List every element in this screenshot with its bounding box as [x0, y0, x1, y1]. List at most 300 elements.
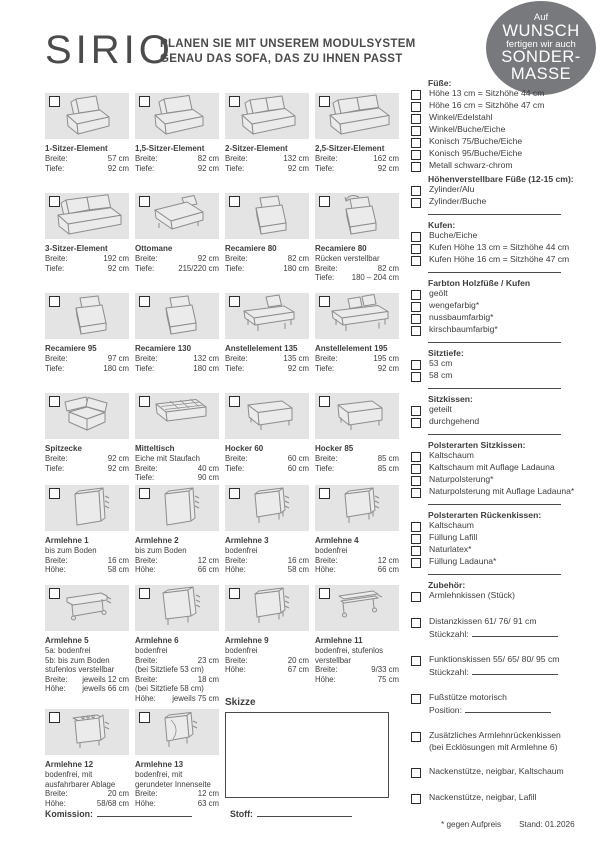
- option-row: [411, 359, 597, 370]
- product-cell: [225, 485, 309, 575]
- option-label: Buche/Eiche: [429, 230, 478, 240]
- option-checkbox[interactable]: [411, 256, 421, 266]
- option-checkbox[interactable]: [411, 150, 421, 160]
- option-row: [411, 149, 597, 160]
- spec-value: 66 cm: [197, 565, 219, 574]
- product-spec-row: [45, 799, 129, 809]
- option-section-header: Sitztiefe:: [428, 348, 464, 358]
- option-row: [411, 231, 597, 242]
- product-checkbox[interactable]: [229, 296, 240, 307]
- spec-value: 16 cm: [107, 555, 129, 565]
- option-checkbox[interactable]: [411, 592, 421, 602]
- option-label: Metall schwarz-chrom: [429, 160, 513, 170]
- option-checkbox[interactable]: [411, 162, 421, 172]
- product-checkbox[interactable]: [229, 96, 240, 107]
- product-cell: [315, 193, 399, 283]
- product-thumbnail: [135, 585, 219, 631]
- product-cell: [45, 193, 129, 273]
- product-checkbox[interactable]: [49, 96, 60, 107]
- option-row: [411, 197, 597, 208]
- fill-in-field: [429, 705, 551, 716]
- product-checkbox[interactable]: [139, 588, 150, 599]
- section-divider: [428, 214, 561, 215]
- product-thumbnail: [225, 393, 309, 439]
- option-row: [411, 533, 597, 544]
- product-name: Spitzecke: [45, 444, 82, 453]
- product-spec-row: [45, 254, 129, 264]
- spec-label: Höhe:: [315, 565, 336, 574]
- product-name: 2,5-Sitzer-Element: [315, 144, 385, 153]
- option-checkbox[interactable]: [411, 138, 421, 148]
- product-checkbox[interactable]: [49, 296, 60, 307]
- product-checkbox[interactable]: [139, 196, 150, 207]
- spec-value: 92 cm: [287, 163, 309, 173]
- option-row: [411, 557, 597, 568]
- product-name: 2-Sitzer-Element: [225, 144, 288, 153]
- product-description: gerundeter Innenseite: [135, 779, 211, 789]
- fill-in-line[interactable]: [465, 705, 551, 713]
- product-checkbox[interactable]: [319, 96, 330, 107]
- product-checkbox[interactable]: [139, 396, 150, 407]
- spec-value: 180 cm: [283, 263, 309, 273]
- fill-in-field: [429, 629, 558, 640]
- spec-label: Tiefe:: [135, 263, 155, 273]
- product-spec-row: [45, 164, 129, 174]
- spec-label: Breite:: [45, 674, 68, 684]
- option-checkbox[interactable]: [411, 476, 421, 486]
- option-checkbox[interactable]: [411, 558, 421, 568]
- product-checkbox[interactable]: [319, 396, 330, 407]
- option-label: Winkel/Buche/Eiche: [429, 124, 506, 134]
- product-cell: [225, 585, 309, 675]
- option-row: [411, 289, 597, 300]
- product-name: Ottomane: [135, 244, 173, 253]
- option-body: [429, 731, 561, 752]
- option-label: Füllung Lafill: [429, 532, 478, 542]
- product-checkbox[interactable]: [49, 396, 60, 407]
- stoff-input-line[interactable]: [257, 808, 352, 817]
- option-body: [429, 767, 564, 777]
- product-thumbnail: [135, 709, 219, 755]
- spec-label: Breite:: [135, 674, 158, 684]
- option-row: [411, 463, 597, 474]
- option-body: [429, 451, 474, 461]
- spec-value: 82 cm: [377, 263, 399, 273]
- fill-in-line[interactable]: [472, 629, 558, 637]
- product-spec-row: [135, 264, 219, 274]
- option-label: Nackenstütze, neigbar, Lafill: [429, 792, 537, 803]
- product-spec-row: [315, 273, 399, 283]
- product-spec-row: [45, 364, 129, 374]
- spec-value: jeweils 66 cm: [82, 684, 129, 693]
- product-checkbox[interactable]: [229, 396, 240, 407]
- product-checkbox[interactable]: [139, 488, 150, 499]
- fill-in-field: [429, 667, 559, 678]
- spec-label: Breite:: [225, 154, 248, 163]
- spec-label: Breite:: [45, 354, 68, 363]
- option-checkbox[interactable]: [411, 768, 421, 778]
- spacer: [411, 603, 597, 616]
- product-spec-row: [135, 556, 219, 566]
- spec-value: 92 cm: [377, 363, 399, 373]
- skizze-box[interactable]: [225, 712, 389, 798]
- product-thumbnail: [45, 709, 129, 755]
- option-row: [411, 313, 597, 324]
- product-cell: [315, 485, 399, 575]
- option-checkbox[interactable]: [411, 314, 421, 324]
- spec-label: Höhe:: [135, 693, 156, 703]
- spec-value: 67 cm: [287, 665, 309, 674]
- spec-value: 82 cm: [197, 154, 219, 163]
- product-name: Recamiere 80: [225, 244, 277, 253]
- product-thumbnail: [315, 485, 399, 531]
- option-body: [429, 557, 496, 567]
- badge-line: Auf: [533, 12, 549, 24]
- spec-value: 92 cm: [377, 163, 399, 173]
- spec-value: 20 cm: [287, 655, 309, 665]
- product-spec-row: [225, 254, 309, 264]
- option-label: geölt: [429, 288, 448, 298]
- option-checkbox[interactable]: [411, 232, 421, 242]
- product-spec-row: [45, 565, 129, 575]
- option-checkbox[interactable]: [411, 102, 421, 112]
- spec-label: Höhe:: [225, 665, 246, 674]
- tagline-line2: GENAU DAS SOFA, DAS ZU IHNEN PASST: [160, 53, 403, 65]
- section-divider: [428, 434, 561, 435]
- option-body: [429, 371, 452, 381]
- product-name: 1,5-Sitzer-Element: [135, 144, 205, 153]
- section-divider: [428, 504, 561, 505]
- product-spec-row: [225, 464, 309, 474]
- product-spec-row: [45, 684, 129, 694]
- product-checkbox[interactable]: [49, 712, 60, 723]
- spec-value: 20 cm: [107, 789, 129, 798]
- spec-label: Breite:: [225, 555, 248, 565]
- product-spec-row: [225, 364, 309, 374]
- product-spec-row: [225, 264, 309, 274]
- option-body: [429, 655, 559, 678]
- option-checkbox[interactable]: [411, 732, 421, 742]
- product-checkbox[interactable]: [229, 196, 240, 207]
- option-label: Funktionskissen 55/ 65/ 80/ 95 cm: [429, 654, 560, 665]
- option-section-header: Kufen:: [428, 220, 456, 230]
- product-description: bodenfrei: [315, 546, 348, 555]
- option-row: [411, 89, 597, 100]
- option-section-header: Polsterarten Rückenkissen:: [428, 510, 542, 520]
- spec-value: 85 cm: [377, 463, 399, 473]
- option-row: [411, 545, 597, 556]
- option-label: Kaltschaum: [429, 450, 474, 460]
- option-body: [429, 137, 522, 147]
- spec-value: 12 cm: [197, 789, 219, 798]
- product-name: Armlehne 4: [315, 536, 359, 545]
- spec-label: Breite:: [135, 463, 158, 473]
- product-spec-row: [315, 364, 399, 374]
- product-description: stufenlos verstellbar: [45, 665, 115, 674]
- spec-value: 66 cm: [377, 565, 399, 574]
- option-checkbox[interactable]: [411, 618, 421, 628]
- badge-line: WUNSCH: [502, 21, 580, 40]
- option-label: wengefarbig*: [429, 300, 480, 310]
- option-row: [411, 591, 597, 602]
- product-checkbox[interactable]: [49, 196, 60, 207]
- option-checkbox[interactable]: [411, 290, 421, 300]
- spec-value: 92 cm: [107, 163, 129, 173]
- option-body: [429, 161, 513, 171]
- product-cell: [45, 393, 129, 473]
- spec-value: 92 cm: [197, 254, 219, 263]
- option-row: [411, 185, 597, 196]
- product-thumbnail: [45, 93, 129, 139]
- product-description: verstellbar: [315, 655, 351, 665]
- option-label: Höhe 13 cm = Sitzhöhe 44 cm: [429, 88, 545, 98]
- spec-label: Tiefe:: [225, 263, 245, 273]
- spec-label: Tiefe:: [45, 463, 65, 473]
- option-section-header: Farbton Holzfüße / Kufen: [428, 278, 531, 288]
- option-checkbox[interactable]: [411, 522, 421, 532]
- fill-in-label: Stückzahl:: [429, 667, 469, 678]
- option-checkbox[interactable]: [411, 360, 421, 370]
- product-spec-row: [45, 154, 129, 164]
- product-spec-row: [225, 565, 309, 575]
- product-spec-row: [135, 799, 219, 809]
- option-label: Naturpolsterung*: [429, 474, 494, 484]
- option-checkbox[interactable]: [411, 452, 421, 462]
- spec-value: 92 cm: [107, 463, 129, 473]
- version-date: Stand: 01.2026: [519, 820, 575, 830]
- option-label: Zylinder/Alu: [429, 184, 475, 194]
- product-checkbox[interactable]: [49, 488, 60, 499]
- option-label: 58 cm: [429, 370, 453, 380]
- product-spec-row: [45, 789, 129, 799]
- spec-value: 135 cm: [283, 354, 309, 363]
- product-cell: [135, 585, 219, 703]
- spec-value: jeweils 12 cm: [82, 674, 129, 684]
- fill-in-label: Stückzahl:: [429, 629, 469, 640]
- option-checkbox[interactable]: [411, 114, 421, 124]
- section-divider: [428, 574, 561, 575]
- spec-value: 92 cm: [287, 363, 309, 373]
- spec-label: Breite:: [315, 154, 338, 163]
- product-spec-row: [225, 154, 309, 164]
- spec-label: Breite:: [135, 254, 158, 263]
- option-label: Zylinder/Buche: [429, 196, 487, 206]
- options-panel: [411, 76, 597, 829]
- product-description: bis zum Boden: [45, 546, 97, 555]
- product-spec-row: [135, 154, 219, 164]
- product-cell: [45, 485, 129, 575]
- option-body: [429, 197, 486, 207]
- option-label: Kufen Höhe 16 cm = Sitzhöhe 47 cm: [429, 254, 570, 264]
- product-spec-row: [45, 264, 129, 274]
- product-name: Hocker 85: [315, 444, 354, 453]
- option-checkbox[interactable]: [411, 326, 421, 336]
- option-checkbox[interactable]: [411, 90, 421, 100]
- option-row: [411, 521, 597, 532]
- badge-line: SONDER-: [501, 48, 581, 67]
- spacer: [411, 641, 597, 654]
- option-label: Armlehnkissen (Stück): [429, 590, 515, 600]
- skizze-title: Skizze: [225, 697, 256, 708]
- tagline: [160, 37, 416, 67]
- option-row: [411, 617, 597, 640]
- product-checkbox[interactable]: [139, 96, 150, 107]
- spec-value: 40 cm: [197, 463, 219, 473]
- product-checkbox[interactable]: [229, 588, 240, 599]
- product-cell: [45, 293, 129, 373]
- spec-label: Breite:: [135, 789, 158, 798]
- option-checkbox[interactable]: [411, 464, 421, 474]
- product-checkbox[interactable]: [319, 196, 330, 207]
- product-spec-row: [225, 164, 309, 174]
- product-name: Armlehne 2: [135, 536, 179, 545]
- spec-value: 75 cm: [377, 674, 399, 684]
- spec-label: Tiefe:: [45, 163, 65, 173]
- product-checkbox[interactable]: [139, 296, 150, 307]
- option-body: [429, 617, 558, 640]
- product-spec-row: [315, 454, 399, 464]
- option-checkbox[interactable]: [411, 546, 421, 556]
- option-checkbox[interactable]: [411, 302, 421, 312]
- option-label: Konisch 95/Buche/Eiche: [429, 148, 523, 158]
- product-cell: [135, 193, 219, 273]
- spec-label: Breite:: [135, 655, 158, 665]
- option-body: [429, 243, 569, 253]
- product-description: bis zum Boden: [135, 546, 187, 555]
- stoff-field: [230, 808, 352, 819]
- product-thumbnail: [315, 93, 399, 139]
- option-row: [411, 475, 597, 486]
- option-checkbox[interactable]: [411, 694, 421, 704]
- option-label: Konisch 75/Buche/Eiche: [429, 136, 523, 146]
- spec-value: 195 cm: [373, 354, 399, 363]
- product-spec-row: [135, 364, 219, 374]
- option-label: 53 cm: [429, 358, 453, 368]
- spec-label: Tiefe:: [135, 163, 155, 173]
- tagline-line1: PLANEN SIE MIT UNSEREM MODULSYSTEM: [160, 38, 416, 50]
- spec-value: 60 cm: [287, 463, 309, 473]
- option-checkbox[interactable]: [411, 488, 421, 498]
- option-row: [411, 243, 597, 254]
- product-checkbox[interactable]: [229, 488, 240, 499]
- option-checkbox[interactable]: [411, 186, 421, 196]
- option-body: [429, 533, 477, 543]
- option-body: [429, 693, 551, 716]
- option-row: [411, 255, 597, 266]
- option-label: geteilt: [429, 404, 452, 414]
- spec-label: Höhe:: [135, 798, 156, 808]
- product-name: Armlehne 1: [45, 536, 89, 545]
- komission-input-line[interactable]: [97, 808, 192, 817]
- option-body: [429, 591, 515, 601]
- product-thumbnail: [315, 193, 399, 239]
- fill-in-label: Position:: [429, 705, 462, 716]
- product-spec-note: (bei Sitztiefe 53 cm): [135, 665, 204, 674]
- spec-value: 180 – 204 cm: [351, 273, 399, 282]
- spec-value: 82 cm: [287, 254, 309, 263]
- spec-label: Tiefe:: [315, 273, 335, 282]
- product-thumbnail: [135, 393, 219, 439]
- spec-value: 12 cm: [197, 555, 219, 565]
- option-label: Füllung Ladauna*: [429, 556, 497, 566]
- option-row: [411, 371, 597, 382]
- product-thumbnail: [45, 393, 129, 439]
- product-spec-row: [315, 354, 399, 364]
- option-body: [429, 417, 479, 427]
- product-thumbnail: [45, 485, 129, 531]
- product-thumbnail: [225, 485, 309, 531]
- option-checkbox[interactable]: [411, 372, 421, 382]
- product-name: Recamiere 80: [315, 244, 367, 253]
- option-row: [411, 767, 597, 778]
- spec-value: 85 cm: [377, 454, 399, 463]
- product-checkbox[interactable]: [319, 296, 330, 307]
- product-cell: [135, 293, 219, 373]
- option-checkbox[interactable]: [411, 126, 421, 136]
- option-body: [429, 113, 493, 123]
- option-label: durchgehend: [429, 416, 480, 426]
- option-body: [429, 475, 494, 485]
- option-checkbox[interactable]: [411, 794, 421, 804]
- fill-in-line[interactable]: [472, 667, 558, 675]
- product-spec-row: [135, 656, 219, 666]
- section-divider: [428, 342, 561, 343]
- option-body: [429, 521, 474, 531]
- product-description: Eiche mit Staufach: [135, 454, 201, 463]
- product-checkbox[interactable]: [139, 712, 150, 723]
- product-checkbox[interactable]: [49, 588, 60, 599]
- product-checkbox[interactable]: [319, 588, 330, 599]
- product-name: Armlehne 13: [135, 760, 184, 769]
- spec-label: Breite:: [45, 555, 68, 565]
- spec-label: Breite:: [315, 354, 338, 363]
- option-label: Kaltschaum: [429, 520, 474, 530]
- option-checkbox[interactable]: [411, 656, 421, 666]
- product-thumbnail: [225, 193, 309, 239]
- product-spec-row: [315, 464, 399, 474]
- product-cell: [135, 709, 219, 808]
- option-checkbox[interactable]: [411, 418, 421, 428]
- product-thumbnail: [315, 393, 399, 439]
- spec-label: Tiefe:: [225, 363, 245, 373]
- product-name: Armlehne 12: [45, 760, 94, 769]
- option-checkbox[interactable]: [411, 244, 421, 254]
- option-label: Kufen Höhe 13 cm = Sitzhöhe 44 cm: [429, 242, 570, 252]
- option-row: [411, 301, 597, 312]
- spec-value: 58 cm: [287, 565, 309, 574]
- option-row: [411, 101, 597, 112]
- product-cell: [225, 193, 309, 273]
- footnote: [441, 820, 597, 829]
- option-row: [411, 693, 597, 716]
- spec-label: Höhe:: [225, 565, 246, 574]
- option-checkbox[interactable]: [411, 406, 421, 416]
- product-spec-row: [45, 464, 129, 474]
- spec-label: Höhe:: [45, 565, 66, 574]
- product-spec-row: [315, 675, 399, 685]
- spec-label: Tiefe:: [315, 363, 335, 373]
- spec-value: 180 cm: [103, 363, 129, 373]
- option-row: [411, 113, 597, 124]
- product-checkbox[interactable]: [319, 488, 330, 499]
- badge-line: MASSE: [510, 65, 572, 84]
- option-checkbox[interactable]: [411, 198, 421, 208]
- product-row: [45, 293, 399, 393]
- skizze-block: [225, 697, 399, 798]
- spec-value: 92 cm: [107, 263, 129, 273]
- option-checkbox[interactable]: [411, 534, 421, 544]
- spec-label: Tiefe:: [45, 363, 65, 373]
